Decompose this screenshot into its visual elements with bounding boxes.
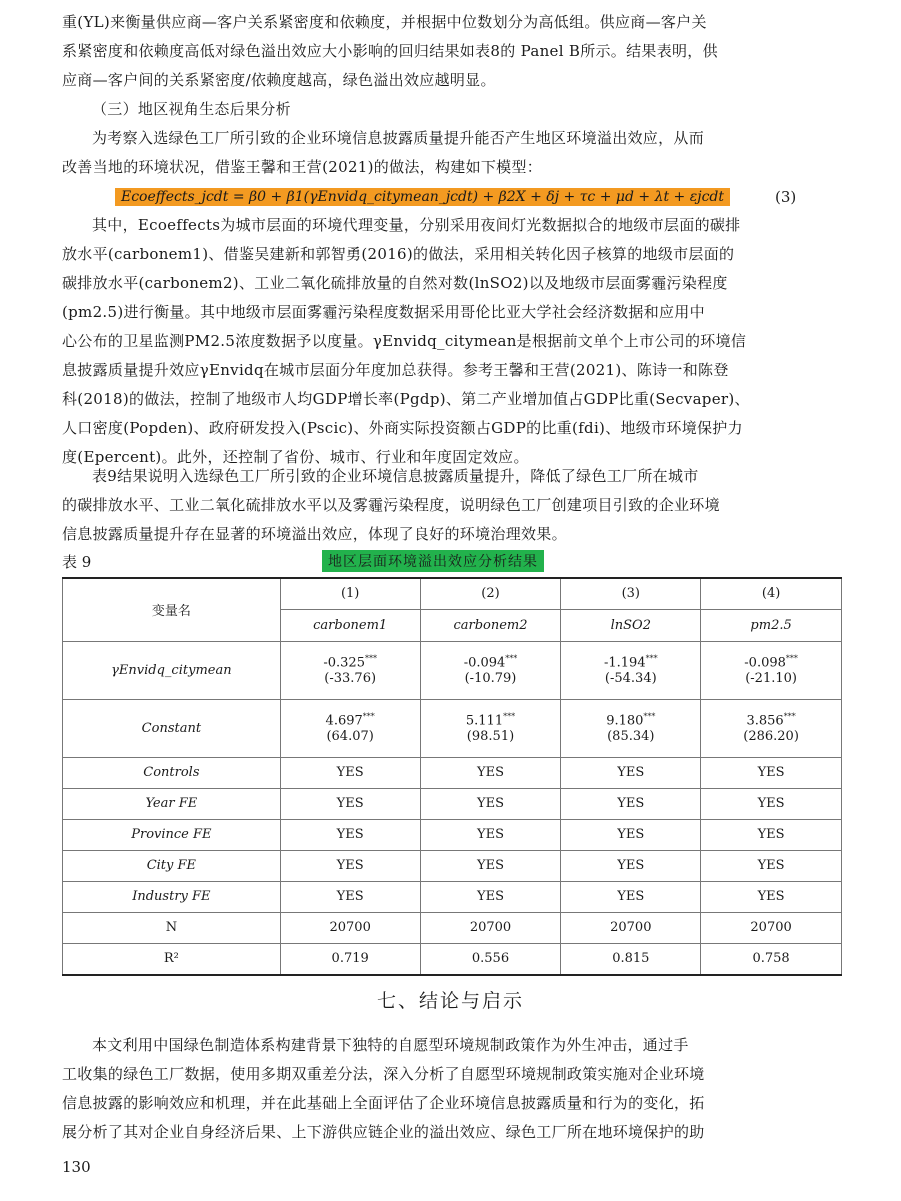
table-cell: YES — [701, 881, 842, 912]
coef: -0.098 — [744, 655, 786, 671]
model-paragraph — [62, 124, 842, 182]
t-stat: (64.07) — [326, 728, 374, 744]
coef: -0.094 — [463, 655, 506, 671]
sig-mark: *** — [785, 654, 798, 664]
row-label: Province FE — [63, 819, 281, 850]
text-line: 人口密度(Popden)、政府研发投入(Pscic)、外商实际投资额占GDP的比重(fdi)、地级市环境保护力 — [62, 419, 743, 437]
text-line: 本文利用中国绿色制造体系构建背景下独特的自愿型环境规制政策作为外生冲击，通过手 — [92, 1036, 689, 1054]
col-num: (2) — [420, 578, 561, 609]
sig-mark: *** — [783, 712, 796, 722]
table-cell: YES — [280, 788, 420, 819]
t-stat: (98.51) — [466, 728, 515, 744]
table-row — [63, 641, 842, 699]
table-row — [63, 850, 842, 881]
row-label: N — [63, 912, 281, 943]
table-row — [63, 578, 842, 609]
sig-mark: *** — [505, 654, 518, 664]
row-label: Constant — [63, 699, 281, 757]
row-label: γEnvidq_citymean — [63, 641, 281, 699]
table-row — [63, 819, 842, 850]
body-paragraph — [62, 211, 842, 472]
table-cell — [701, 641, 842, 699]
text-line: 为考察入选绿色工厂所引致的企业环境信息披露质量提升能否产生地区环境溢出效应，从而 — [92, 129, 705, 147]
table-label: 表 9 — [62, 553, 92, 571]
table-row — [63, 881, 842, 912]
col-num: (4) — [701, 578, 842, 609]
text-line: (pm2.5)进行衡量。其中地级市层面雾霾污染程度数据采用哥伦比亚大学社会经济数据和应用中 — [62, 303, 705, 321]
t-stat: (-54.34) — [604, 670, 657, 686]
t-stat: (286.20) — [743, 728, 799, 744]
col-var: lnSO2 — [561, 609, 701, 641]
page-number: 130 — [62, 1158, 91, 1176]
coef: 9.180 — [606, 713, 644, 729]
table-cell: 20700 — [280, 912, 420, 943]
table-cell: 0.719 — [280, 943, 420, 975]
table-cell: YES — [561, 788, 701, 819]
coef: 5.111 — [465, 713, 504, 729]
table-cell: YES — [561, 881, 701, 912]
table-cell: YES — [701, 850, 842, 881]
t-stat: (85.34) — [607, 728, 655, 744]
table-cell: YES — [420, 788, 561, 819]
table-row — [63, 757, 842, 788]
table-cell: YES — [280, 819, 420, 850]
t-stat: (-21.10) — [745, 670, 797, 686]
sig-mark: *** — [643, 712, 656, 722]
table-cell: 0.556 — [420, 943, 561, 975]
text-line: 表9结果说明入选绿色工厂所引致的企业环境信息披露质量提升，降低了绿色工厂所在城市 — [92, 467, 699, 485]
text-line: 信息披露质量提升存在显著的环境溢出效应，体现了良好的环境治理效果。 — [62, 525, 567, 543]
sig-mark: *** — [362, 712, 375, 722]
subsection-heading-text: （三）地区视角生态后果分析 — [92, 100, 291, 118]
table-cell: 0.815 — [561, 943, 701, 975]
row-label: Year FE — [63, 788, 281, 819]
sig-mark: *** — [645, 654, 658, 664]
row-label: Controls — [63, 757, 281, 788]
equation — [115, 186, 730, 208]
equation-number: (3) — [775, 188, 797, 206]
table-row — [63, 912, 842, 943]
table-cell: YES — [561, 850, 701, 881]
text-line: 系紧密度和依赖度高低对绿色溢出效应大小影响的回归结果如表8的 Panel B所示。结果表明，供 — [62, 42, 718, 60]
section-heading: 七、结论与启示 — [376, 990, 524, 1012]
row-label: Industry FE — [63, 881, 281, 912]
col-var: carbonem2 — [420, 609, 561, 641]
col-num: (3) — [561, 578, 701, 609]
row-label: R² — [63, 943, 281, 975]
text-line: 工收集的绿色工厂数据，使用多期双重差分法，深入分析了自愿型环境规制政策实施对企业环境 — [62, 1065, 705, 1083]
col-var: pm2.5 — [701, 609, 842, 641]
conclusion-paragraph — [62, 1031, 842, 1147]
table-cell: YES — [280, 881, 420, 912]
table-cell: YES — [280, 757, 420, 788]
text-line: 心公布的卫星监测PM2.5浓度数据予以度量。γEnvidq_citymean是根据前文单个上市公司的环境信 — [62, 332, 747, 350]
table-cell — [420, 699, 561, 757]
text-line: 放水平(carbonem1)、借鉴吴建新和郭智勇(2016)的做法，采用相关转化因子核算的地级市层面的 — [62, 245, 735, 263]
subsection-heading — [62, 95, 842, 124]
table-cell — [280, 641, 420, 699]
sig-mark: *** — [364, 654, 377, 664]
text-line: 改善当地的环境状况，借鉴王馨和王营(2021)的做法，构建如下模型： — [62, 158, 543, 176]
table-row — [63, 699, 842, 757]
coef: 3.856 — [746, 713, 784, 729]
results-table — [62, 577, 842, 976]
table-cell — [280, 699, 420, 757]
col-var: carbonem1 — [280, 609, 420, 641]
text-line: 其中，Ecoeffects为城市层面的环境代理变量，分别采用夜间灯光数据拟合的地级市层面的碳排 — [92, 216, 741, 234]
text-line: 碳排放水平(carbonem2)、工业二氧化硫排放量的自然对数(lnSO2)以及地级市层面雾霾污染程度 — [62, 274, 728, 292]
text-line: 的碳排放水平、工业二氧化硫排放水平以及雾霾污染程度，说明绿色工厂创建项目引致的企业环境 — [62, 496, 720, 514]
table-cell: 20700 — [420, 912, 561, 943]
result-paragraph — [62, 462, 842, 549]
var-header-cell — [63, 578, 281, 641]
table-title: 地区层面环境溢出效应分析结果 — [322, 550, 544, 572]
equation-text: Ecoeffects_jcdt = β0 + β1(γEnvidq_citymean_jcdt) + β2X + δj + τc + μd + λt + εjcdt — [115, 188, 730, 206]
intro-paragraph — [62, 8, 842, 95]
coef: 4.697 — [325, 713, 363, 729]
var-header: 变量名 — [151, 604, 191, 620]
text-line: 应商—客户间的关系紧密度/依赖度越高，绿色溢出效应越明显。 — [62, 71, 496, 89]
t-stat: (-33.76) — [324, 670, 377, 686]
text-line: 信息披露的影响效应和机理，并在此基础上全面评估了企业环境信息披露质量和行为的变化，拓 — [62, 1094, 705, 1112]
col-num: (1) — [280, 578, 420, 609]
table-cell: 0.758 — [701, 943, 842, 975]
table-cell: 20700 — [701, 912, 842, 943]
table-cell: YES — [701, 819, 842, 850]
table-cell: YES — [420, 819, 561, 850]
coef: -0.325 — [323, 655, 365, 671]
table-cell: YES — [420, 881, 561, 912]
table-cell: YES — [561, 757, 701, 788]
text-line: 重(YL)来衡量供应商—客户关系紧密度和依赖度，并根据中位数划分为高低组。供应商—客户关 — [62, 13, 707, 31]
table-cell — [420, 641, 561, 699]
table-cell: YES — [701, 757, 842, 788]
table-cell — [561, 699, 701, 757]
table-row — [63, 788, 842, 819]
row-label: City FE — [63, 850, 281, 881]
text-line: 息披露质量提升效应γEnvidq在城市层面分年度加总获得。参考王馨和王营(2021)、陈诗一和陈登 — [62, 361, 729, 379]
table-cell: YES — [701, 788, 842, 819]
t-stat: (-10.79) — [464, 670, 517, 686]
text-line: 科(2018)的做法，控制了地级市人均GDP增长率(Pgdp)、第二产业增加值占GDP比重(Secvaper)、 — [62, 390, 750, 408]
table-cell — [561, 641, 701, 699]
text-line: 展分析了其对企业自身经济后果、上下游供应链企业的溢出效应、绿色工厂所在地环境保护的助 — [62, 1123, 705, 1141]
sig-mark: *** — [503, 712, 516, 722]
text-line: 度(Epercent)。此外，还控制了省份、城市、行业和年度固定效应。 — [62, 448, 529, 466]
table-row — [63, 943, 842, 975]
coef: -1.194 — [603, 655, 646, 671]
table-cell: YES — [561, 819, 701, 850]
table-cell: YES — [420, 757, 561, 788]
table-cell: YES — [420, 850, 561, 881]
table-cell — [701, 699, 842, 757]
table-cell: YES — [280, 850, 420, 881]
table-cell: 20700 — [561, 912, 701, 943]
